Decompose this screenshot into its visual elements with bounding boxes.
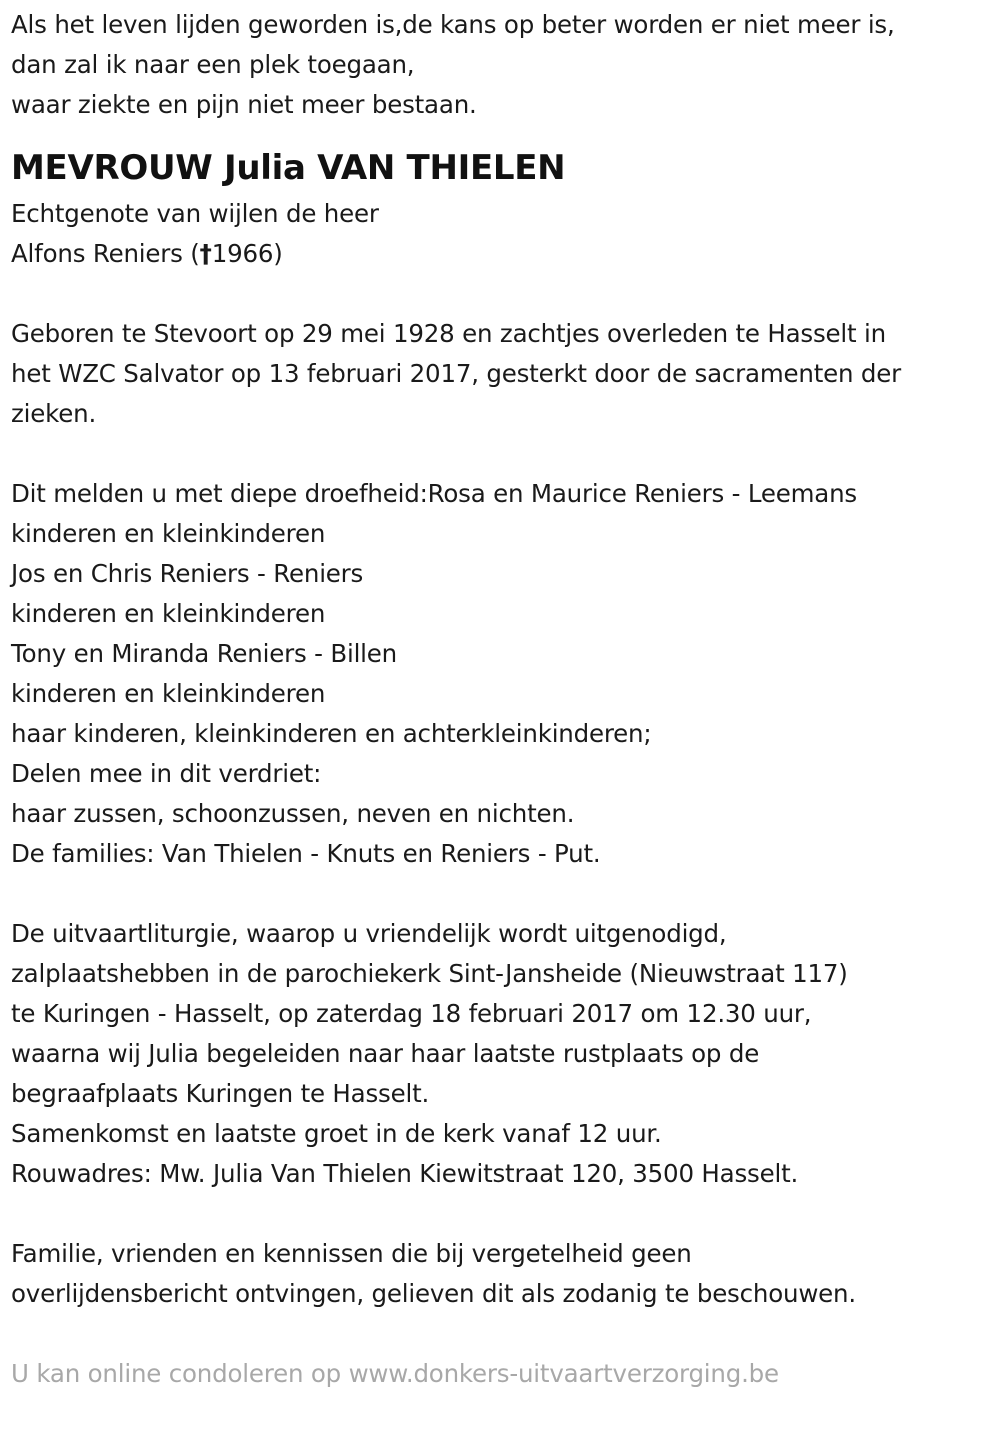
spouse-info — [11, 194, 991, 274]
spacer — [11, 434, 991, 474]
funeral-line: begraafplaats Kuringen te Hasselt. — [11, 1079, 430, 1108]
spacer — [11, 874, 991, 914]
spacer — [11, 1314, 991, 1354]
birth-death-paragraph — [11, 314, 991, 434]
funeral-line: De uitvaartliturgie, waarop u vriendelijk wordt uitgenodigd, — [11, 919, 727, 948]
deceased-name: MEVROUW Julia VAN THIELEN — [11, 148, 566, 188]
paragraph-line: zieken. — [11, 399, 97, 428]
family-line: De families: Van Thielen - Knuts en Reniers - Put. — [11, 839, 601, 868]
spacer — [11, 1194, 991, 1234]
poem-line: Als het leven lijden geworden is,de kans op beter worden er niet meer is, — [11, 10, 895, 39]
family-line: haar kinderen, kleinkinderen en achterkleinkinderen; — [11, 719, 652, 748]
family-line: haar zussen, schoonzussen, neven en nichten. — [11, 799, 575, 828]
funeral-paragraph — [11, 914, 991, 1194]
paragraph-line: Geboren te Stevoort op 29 mei 1928 en zachtjes overleden te Hasselt in — [11, 319, 886, 348]
spouse-name: Alfons Reniers ( — [11, 239, 200, 268]
spouse-death-year: 1966) — [211, 239, 283, 268]
funeral-line: te Kuringen - Hasselt, op zaterdag 18 februari 2017 om 12.30 uur, — [11, 999, 812, 1028]
family-line: kinderen en kleinkinderen — [11, 679, 326, 708]
poem-line: dan zal ik naar een plek toegaan, — [11, 50, 415, 79]
family-line: kinderen en kleinkinderen — [11, 599, 326, 628]
funeral-line: waarna wij Julia begeleiden naar haar laatste rustplaats op de — [11, 1039, 760, 1068]
family-line: Jos en Chris Reniers - Reniers — [11, 559, 364, 588]
notice-line: overlijdensbericht ontvingen, gelieven dit als zodanig te beschouwen. — [11, 1279, 856, 1308]
family-paragraph — [11, 474, 991, 874]
spacer — [11, 274, 991, 314]
cross-icon: † — [199, 239, 212, 268]
obituary-notice — [11, 5, 991, 1394]
spouse-line: Echtgenote van wijlen de heer — [11, 199, 379, 228]
family-line: Tony en Miranda Reniers - Billen — [11, 639, 397, 668]
condolence-footer: U kan online condoleren op www.donkers-uitvaartverzorging.be — [11, 1359, 779, 1388]
family-line: kinderen en kleinkinderen — [11, 519, 326, 548]
paragraph-line: het WZC Salvator op 13 februari 2017, gesterkt door de sacramenten der — [11, 359, 902, 388]
family-line: Delen mee in dit verdriet: — [11, 759, 322, 788]
poem — [11, 5, 991, 125]
poem-line: waar ziekte en pijn niet meer bestaan. — [11, 90, 477, 119]
family-line: Dit melden u met diepe droefheid:Rosa en Maurice Reniers - Leemans — [11, 479, 857, 508]
funeral-line: Rouwadres: Mw. Julia Van Thielen Kiewitstraat 120, 3500 Hasselt. — [11, 1159, 799, 1188]
spouse-name-line — [11, 234, 991, 274]
notice-paragraph — [11, 1234, 991, 1314]
notice-line: Familie, vrienden en kennissen die bij vergetelheid geen — [11, 1239, 692, 1268]
funeral-line: Samenkomst en laatste groet in de kerk vanaf 12 uur. — [11, 1119, 662, 1148]
funeral-line: zalplaatshebben in de parochiekerk Sint-Jansheide (Nieuwstraat 117) — [11, 959, 848, 988]
